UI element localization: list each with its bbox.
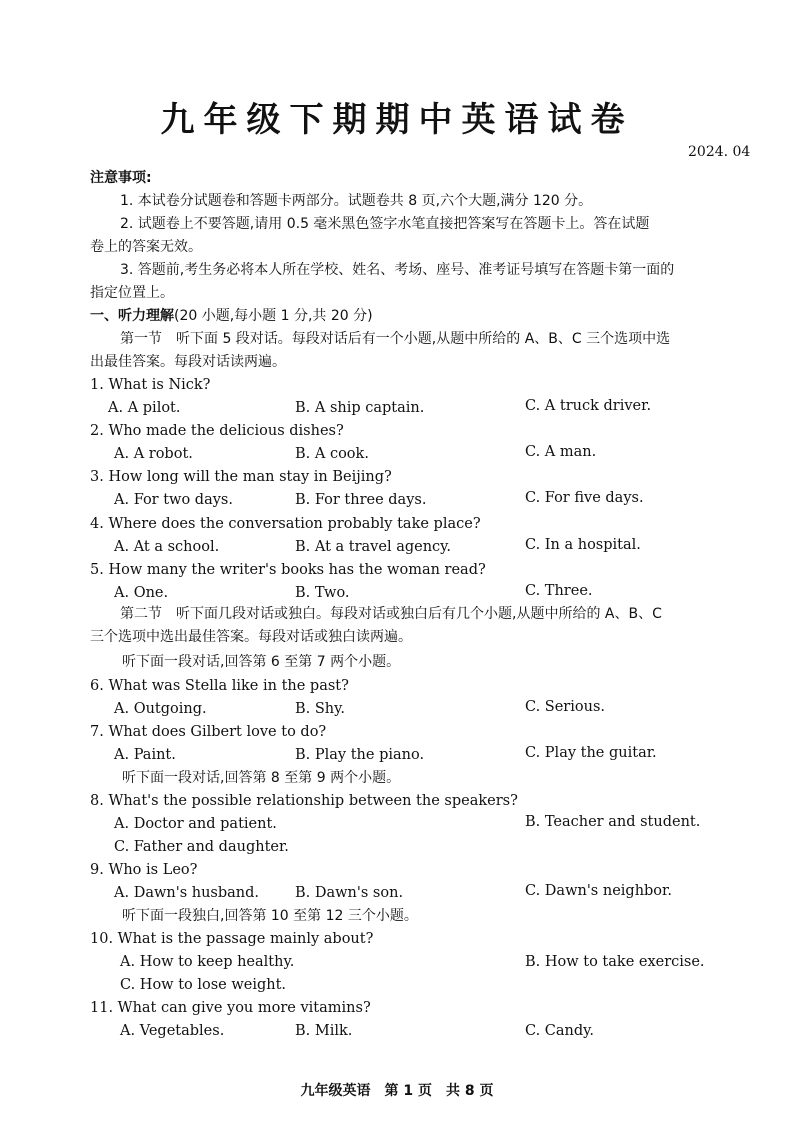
note-item: 指定位置上。 (90, 285, 174, 301)
notes-heading: 注意事项: (90, 170, 152, 186)
page-footer: 九年级英语 第 1 页 共 8 页 (300, 1083, 494, 1099)
question-text: 8. What's the possible relationship between the speakers? (90, 793, 518, 809)
option-a: A. Doctor and patient. (114, 816, 277, 832)
part2-instruction: 三个选项中选出最佳答案。每段对话或独白读两遍。 (90, 629, 412, 645)
option-b: B. Two. (295, 585, 350, 601)
option-a: A. One. (114, 585, 169, 601)
option-c: C. Candy. (525, 1023, 595, 1039)
option-a: A. How to keep healthy. (120, 954, 295, 970)
option-c: C. A man. (525, 444, 597, 460)
question-text: 2. Who made the delicious dishes? (90, 423, 344, 439)
option-b: B. Dawn's son. (295, 885, 404, 901)
section-detail: (20 小题,每小题 1 分,共 20 分) (174, 308, 373, 324)
option-c: C. A truck driver. (525, 398, 652, 414)
option-b: B. Play the piano. (295, 747, 425, 763)
option-c: C. In a hospital. (525, 537, 641, 553)
option-c: C. Three. (525, 583, 593, 599)
option-b: B. Shy. (295, 701, 346, 717)
part2-instruction: 第二节 听下面几段对话或独白。每段对话或独白后有几个小题,从题中所给的 A、B、C (120, 606, 662, 622)
dialog-instruction: 听下面一段对话,回答第 8 至第 9 两个小题。 (122, 770, 401, 786)
question-text: 9. Who is Leo? (90, 862, 198, 878)
exam-date: 2024. 04 (688, 144, 751, 160)
option-c: C. Serious. (525, 699, 605, 715)
option-b: B. How to take exercise. (525, 954, 705, 970)
option-a: A. Dawn's husband. (114, 885, 260, 901)
option-a: A. A robot. (114, 446, 193, 462)
note-item: 2. 试题卷上不要答题,请用 0.5 毫米黑色签字水笔直接把答案写在答题卡上。答在试题 (120, 216, 650, 232)
question-text: 6. What was Stella like in the past? (90, 678, 349, 694)
option-b: B. A cook. (295, 446, 369, 462)
note-item: 1. 本试卷分试题卷和答题卡两部分。试题卷共 8 页,六个大题,满分 120 分。 (120, 193, 593, 209)
option-a: A. A pilot. (108, 400, 181, 416)
question-text: 7. What does Gilbert love to do? (90, 724, 327, 740)
option-c: C. For five days. (525, 490, 644, 506)
section-title: 一、听力理解 (90, 308, 174, 324)
part1-instruction: 出最佳答案。每段对话读两遍。 (90, 354, 286, 370)
note-item: 卷上的答案无效。 (90, 239, 202, 255)
section-heading (90, 306, 373, 326)
monologue-instruction: 听下面一段独白,回答第 10 至第 12 三个小题。 (122, 908, 418, 924)
page-title: 九年级下期期中英语试卷 (160, 100, 634, 140)
option-c: C. Play the guitar. (525, 745, 657, 761)
option-b: B. Teacher and student. (525, 814, 701, 830)
option-a: A. For two days. (114, 492, 233, 508)
option-c: C. Father and daughter. (114, 839, 289, 855)
dialog-instruction: 听下面一段对话,回答第 6 至第 7 两个小题。 (122, 654, 401, 670)
option-b: B. At a travel agency. (295, 539, 452, 555)
question-text: 11. What can give you more vitamins? (90, 1000, 371, 1016)
question-text: 4. Where does the conversation probably take place? (90, 516, 481, 532)
question-text: 1. What is Nick? (90, 377, 211, 393)
option-a: A. Paint. (114, 747, 176, 763)
question-text: 3. How long will the man stay in Beijing? (90, 469, 392, 485)
option-b: B. A ship captain. (295, 400, 425, 416)
option-a: A. Vegetables. (120, 1023, 225, 1039)
option-b: B. Milk. (295, 1023, 353, 1039)
question-text: 10. What is the passage mainly about? (90, 931, 374, 947)
note-item: 3. 答题前,考生务必将本人所在学校、姓名、考场、座号、准考证号填写在答题卡第一面的 (120, 262, 675, 278)
option-c: C. How to lose weight. (120, 977, 287, 993)
option-c: C. Dawn's neighbor. (525, 883, 672, 899)
option-b: B. For three days. (295, 492, 427, 508)
question-text: 5. How many the writer's books has the woman read? (90, 562, 486, 578)
option-a: A. Outgoing. (114, 701, 207, 717)
option-a: A. At a school. (114, 539, 220, 555)
part1-instruction: 第一节 听下面 5 段对话。每段对话后有一个小题,从题中所给的 A、B、C 三个选项中选 (120, 331, 671, 347)
